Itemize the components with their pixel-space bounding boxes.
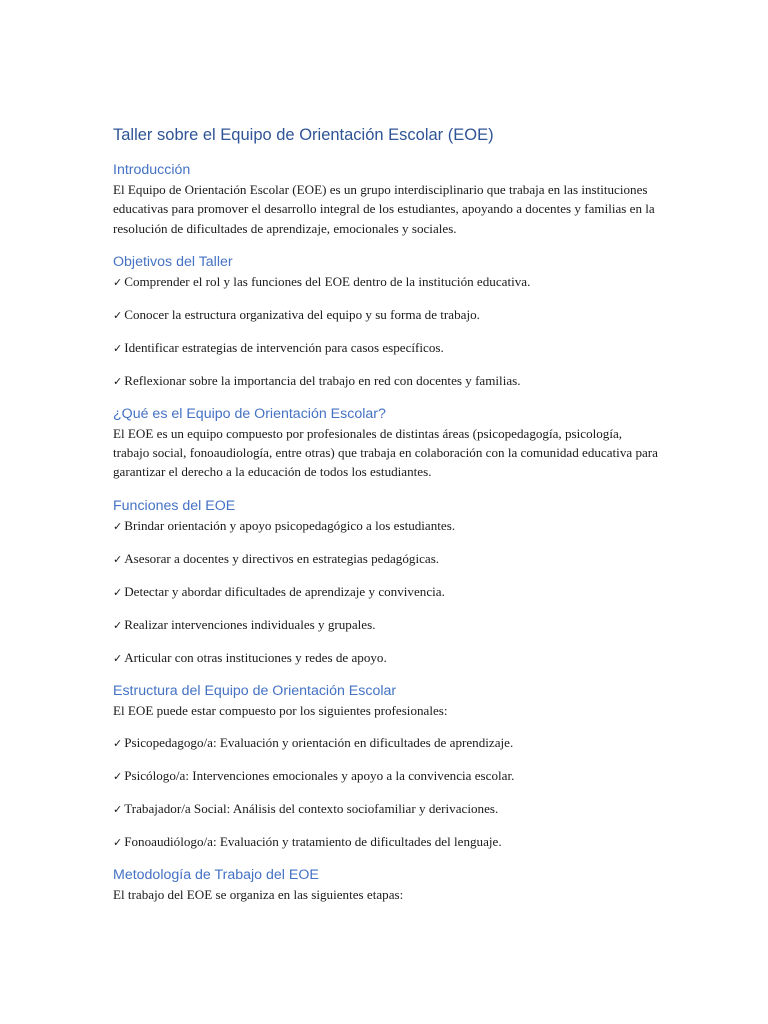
section-funciones-del-eoe xyxy=(113,496,658,668)
checkmark-icon: ✓ xyxy=(113,618,123,632)
checklist-item-text: Articular con otras instituciones y redes de apoyo. xyxy=(124,649,387,665)
checkmark-icon: ✓ xyxy=(113,802,123,816)
checklist-item-text: Conocer la estructura organizativa del equipo y su forma de trabajo. xyxy=(124,306,480,322)
checklist-item-text: Asesorar a docentes y directivos en estrategias pedagógicas. xyxy=(124,550,440,566)
checklist xyxy=(113,516,658,668)
section-que-es-el-equipo-de-orientacion-escolar xyxy=(113,404,658,482)
checkmark-icon: ✓ xyxy=(113,341,123,355)
checklist-item xyxy=(113,582,658,602)
checkmark-icon: ✓ xyxy=(113,275,123,289)
checklist-item xyxy=(113,272,658,292)
checklist-item-text: Psicopedagogo/a: Evaluación y orientación en dificultades de aprendizaje. xyxy=(124,734,514,750)
checklist-item xyxy=(113,516,658,536)
checklist-item xyxy=(113,799,658,819)
checkmark-icon: ✓ xyxy=(113,651,123,665)
checkmark-icon: ✓ xyxy=(113,585,123,599)
checkmark-icon: ✓ xyxy=(113,374,123,388)
checkmark-icon: ✓ xyxy=(113,519,123,533)
checklist-item-text: Comprender el rol y las funciones del EOE dentro de la institución educativa. xyxy=(124,273,531,289)
checklist-item xyxy=(113,766,658,786)
checklist-item xyxy=(113,733,658,753)
document-title: Taller sobre el Equipo de Orientación Escolar (EOE) xyxy=(113,126,494,144)
section-intro: El trabajo del EOE se organiza en las siguientes etapas: xyxy=(113,886,404,902)
checkmark-icon: ✓ xyxy=(113,769,123,783)
section-heading: ¿Qué es el Equipo de Orientación Escolar? xyxy=(113,405,386,422)
checklist-item xyxy=(113,371,658,391)
checklist-item xyxy=(113,305,658,325)
checkmark-icon: ✓ xyxy=(113,308,123,322)
checklist-item-text: Psicólogo/a: Intervenciones emocionales y apoyo a la convivencia escolar. xyxy=(124,767,515,783)
section-objetivos-del-taller xyxy=(113,252,658,391)
checklist-item-text: Trabajador/a Social: Análisis del contexto sociofamiliar y derivaciones. xyxy=(124,800,499,816)
checklist-item-text: Reflexionar sobre la importancia del trabajo en red con docentes y familias. xyxy=(124,372,521,388)
checklist-item-text: Detectar y abordar dificultades de aprendizaje y convivencia. xyxy=(124,583,445,599)
document-page xyxy=(113,124,658,917)
checklist-item-text: Identificar estrategias de intervención para casos específicos. xyxy=(124,339,444,355)
section-heading: Introducción xyxy=(113,162,191,178)
checklist-item xyxy=(113,338,658,358)
section-heading: Objetivos del Taller xyxy=(113,253,233,270)
section-heading: Metodología de Trabajo del EOE xyxy=(113,866,319,883)
checklist-item-text: Fonoaudiólogo/a: Evaluación y tratamiento de dificultades del lenguaje. xyxy=(124,833,502,849)
checklist xyxy=(113,733,658,852)
section-introduccion xyxy=(113,160,658,238)
section-estructura-del-equipo-de-orientacion-escolar xyxy=(113,681,658,852)
section-intro: El EOE puede estar compuesto por los siguientes profesionales: xyxy=(113,702,448,718)
checklist-item xyxy=(113,648,658,668)
section-paragraph: El EOE es un equipo compuesto por profesionales de distintas áreas (psicopedagogía, psicología, trabajo social, fonoaudiología, entre otras) que trabaja en colaboración con la comunidad educativa para garantizar el derecho a la educación de todos los estudiantes. xyxy=(113,425,658,480)
document-sections xyxy=(113,160,658,904)
checklist-item-text: Realizar intervenciones individuales y grupales. xyxy=(124,616,376,632)
checklist-item-text: Brindar orientación y apoyo psicopedagógico a los estudiantes. xyxy=(124,517,456,533)
checklist-item xyxy=(113,832,658,852)
checkmark-icon: ✓ xyxy=(113,835,123,849)
checklist-item xyxy=(113,615,658,635)
section-heading: Funciones del EOE xyxy=(113,497,236,514)
checklist-item xyxy=(113,549,658,569)
checkmark-icon: ✓ xyxy=(113,736,123,750)
checklist xyxy=(113,272,658,391)
section-paragraph: El Equipo de Orientación Escolar (EOE) es un grupo interdisciplinario que trabaja en las instituciones educativas para promover el desarrollo integral de los estudiantes, apoyando a docentes y familias en la resolución de dificultades de aprendizaje, emocionales y sociales. xyxy=(113,182,655,236)
section-metodologia-de-trabajo-del-eoe xyxy=(113,865,658,904)
section-heading: Estructura del Equipo de Orientación Escolar xyxy=(113,682,397,699)
checkmark-icon: ✓ xyxy=(113,552,123,566)
